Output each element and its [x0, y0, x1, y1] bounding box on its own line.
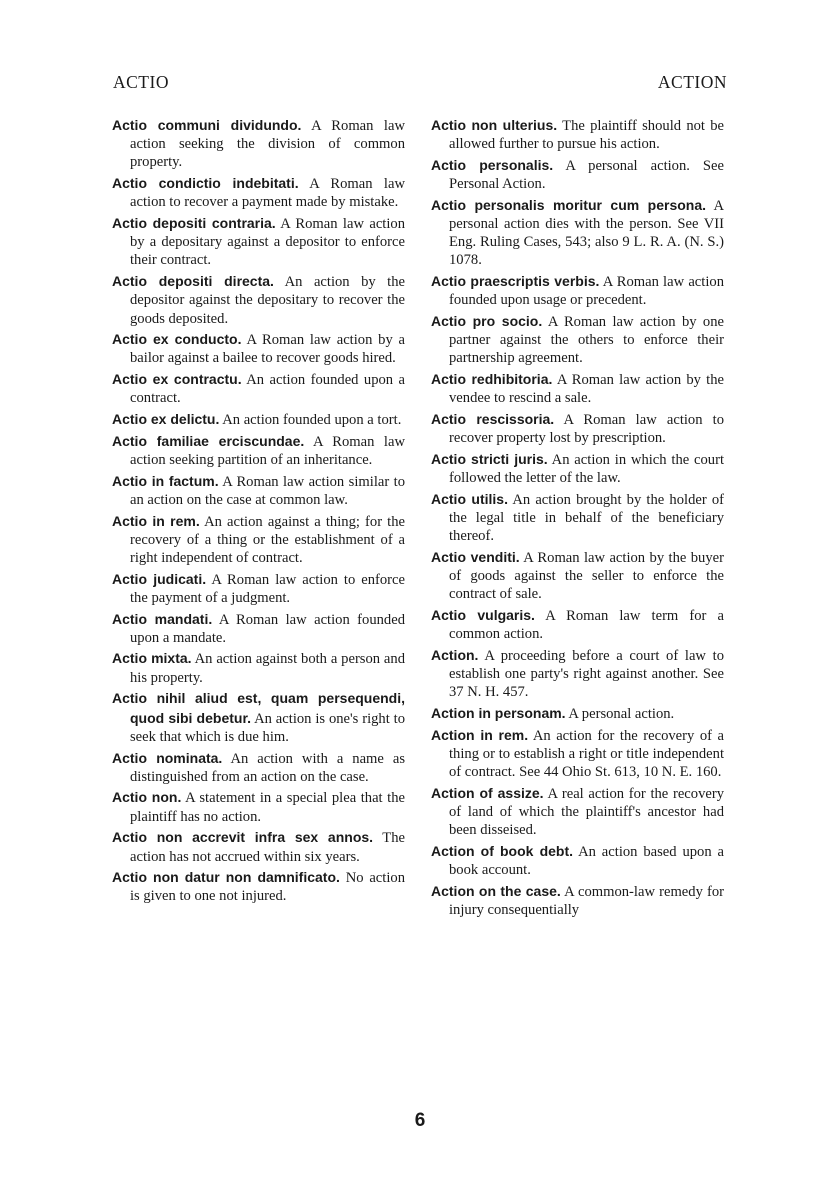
entry-definition: The plaintiff should not be allowed further to pursue his action.: [449, 118, 725, 153]
entry-definition: A Roman law action to enforce the payment of a judgment.: [130, 571, 405, 606]
dictionary-entry: [112, 174, 405, 211]
entry-term: Actio vulgaris.: [431, 607, 535, 624]
dictionary-entry: [431, 606, 724, 643]
dictionary-entry: [112, 570, 405, 607]
dictionary-entry: [112, 370, 405, 407]
entry-definition: An action founded upon a contract.: [130, 372, 406, 407]
entry-definition: A Roman law action seeking partition of an inheritance.: [130, 433, 405, 468]
entry-definition: A Roman law action similar to an action on the case at common law.: [130, 473, 406, 508]
entry-term: Actio non ulterius.: [431, 117, 558, 133]
entry-definition: A Roman law action founded upon a mandate.: [130, 611, 405, 646]
dictionary-entry: [112, 649, 405, 686]
entry-term: Actio venditi.: [431, 548, 520, 565]
dictionary-entry: [431, 842, 724, 879]
entry-definition: An action based upon a book account.: [449, 844, 724, 879]
entry-definition: A Roman law action by one partner against the others to enforce their partnership agreement.: [449, 314, 724, 367]
dictionary-entry: [431, 410, 724, 447]
entry-definition: A Roman law action by the buyer of goods against the seller to enforce the contract of sale.: [449, 549, 724, 603]
entry-term: Actio non accrevit infra sex annos.: [112, 829, 374, 846]
dictionary-entry: [112, 749, 405, 786]
entry-term: Actio in rem.: [112, 512, 200, 529]
dictionary-entry: [431, 312, 724, 368]
entry-definition: A Roman law action by a bailor against a bailee to recover goods hired.: [130, 332, 406, 367]
entry-term: Actio nominata.: [112, 749, 223, 766]
entry-definition: An action against a thing; for the recovery of a thing or the establishment of a right independent of contract.: [130, 513, 406, 566]
entry-term: Actio in factum.: [112, 472, 219, 489]
dictionary-entry: [112, 868, 405, 905]
entry-definition: An action brought by the holder of the legal title in behalf of the beneficiary thereof.: [449, 491, 725, 545]
entry-definition: A common-law remedy for injury consequentially: [449, 883, 725, 919]
dictionary-entry: [112, 330, 405, 367]
entry-term: Action in rem.: [431, 726, 529, 743]
dictionary-entry: [431, 882, 724, 919]
dictionary-entry: [112, 689, 405, 746]
entry-definition: A statement in a special plea that the plaintiff has no action.: [130, 790, 405, 825]
entry-term: Actio ex delictu.: [112, 411, 220, 428]
dictionary-entry: [112, 610, 405, 647]
entry-definition: A personal action. See Personal Action.: [449, 157, 725, 193]
dictionary-entry: [431, 196, 724, 270]
running-header: [113, 72, 727, 94]
entry-definition: A personal action dies with the person. See VII Eng. Ruling Cases, 543; also 9 L. R. A. (N. S.) 1078.: [449, 197, 724, 269]
entry-term: Actio rescissoria.: [431, 411, 555, 428]
dictionary-entry: [431, 156, 724, 193]
entry-definition: A Roman law action by a depositary against a depositor to enforce their contract.: [130, 216, 406, 269]
entry-definition: A Roman law action founded upon usage or precedent.: [449, 274, 724, 309]
entry-term: Actio praescriptis verbis.: [431, 273, 600, 290]
dictionary-entry: [431, 726, 724, 782]
dictionary-entry: [431, 548, 724, 604]
entry-term: Action.: [431, 646, 479, 663]
entry-term: Actio familiae erciscundae.: [112, 432, 305, 449]
running-header-right: ACTION: [657, 72, 727, 92]
dictionary-entry: [112, 116, 405, 172]
entry-definition: An action is one's right to seek that which is due him.: [130, 710, 406, 745]
entry-term: Actio non.: [112, 789, 182, 806]
entry-term: Action of book debt.: [431, 843, 574, 860]
dictionary-entry: [112, 272, 405, 328]
left-column: [112, 116, 405, 908]
entry-term: Actio stricti juris.: [431, 450, 548, 467]
entry-term: Actio personalis moritur cum persona.: [431, 196, 707, 213]
entry-definition: An action founded upon a tort.: [222, 412, 402, 429]
dictionary-entry: [112, 512, 405, 568]
entry-term: Actio mixta.: [112, 650, 192, 667]
dictionary-entry: [112, 432, 405, 469]
entry-definition: A personal action.: [568, 706, 675, 723]
entry-term: Action on the case.: [431, 882, 561, 899]
dictionary-entry: [431, 646, 724, 702]
entry-definition: A Roman law action by the vendee to rescind a sale.: [449, 372, 724, 407]
entry-definition: An action by the depositor against the depositary to recover the goods deposited.: [130, 274, 406, 327]
entry-term: Actio nihil aliud est, quam persequendi, quod sibi debetur.: [112, 690, 405, 726]
entry-definition: A Roman law term for a common action.: [449, 608, 725, 643]
entry-term: Actio redhibitoria.: [431, 371, 553, 388]
entry-term: Actio communi dividundo.: [112, 117, 302, 133]
dictionary-entry: [431, 370, 724, 407]
dictionary-entry: [431, 784, 724, 840]
dictionary-entry: [431, 272, 724, 309]
entry-definition: An action for the recovery of a thing or to establish a right or title independent of contract. See 44 Ohio St. 613, 10 N. E. 160.: [449, 727, 724, 781]
entry-term: Actio condictio indebitati.: [112, 175, 299, 192]
entry-term: Actio utilis.: [431, 490, 508, 507]
entry-term: Actio ex contractu.: [112, 371, 242, 388]
entry-definition: A proceeding before a court of law to establish one party's right against another. See 37 N. H. 457.: [449, 647, 725, 701]
entry-definition: A Roman law action seeking the division of common property.: [130, 118, 405, 171]
entry-definition: The action has not accrued within six years.: [130, 830, 405, 865]
entry-term: Action in personam.: [431, 705, 566, 722]
entry-definition: An action against both a person and his property.: [130, 651, 406, 686]
dictionary-entry: [431, 450, 724, 487]
entry-term: Actio depositi contraria.: [112, 215, 276, 232]
page-number: 6: [414, 1110, 426, 1131]
entry-definition: A Roman law action to recover property lost by prescription.: [449, 412, 724, 447]
entry-term: Actio pro socio.: [431, 313, 543, 330]
entry-definition: A real action for the recovery of land of which the plaintiff's ancestor had been disseised.: [449, 785, 725, 839]
dictionary-entry: [112, 828, 405, 865]
dictionary-entry: [112, 410, 405, 429]
entry-term: Actio personalis.: [431, 156, 554, 173]
right-column: [431, 116, 724, 922]
entry-term: Actio depositi directa.: [112, 273, 274, 290]
dictionary-entry: [431, 704, 724, 723]
running-header-left: ACTIO: [113, 72, 169, 92]
dictionary-entry: [112, 788, 405, 825]
dictionary-entry: [112, 214, 405, 270]
dictionary-entry: [112, 472, 405, 509]
entry-term: Action of assize.: [431, 784, 544, 801]
entry-definition: A Roman law action to recover a payment made by mistake.: [130, 176, 405, 211]
entry-definition: No action is given to one not injured.: [130, 870, 405, 905]
dictionary-entry: [431, 490, 724, 546]
entry-term: Actio mandati.: [112, 610, 213, 627]
entry-term: Actio ex conducto.: [112, 331, 242, 348]
entry-term: Actio judicati.: [112, 570, 207, 587]
dictionary-entry: [431, 116, 724, 153]
entry-definition: An action with a name as distinguished from an action on the case.: [130, 750, 406, 785]
entry-definition: An action in which the court followed the letter of the law.: [449, 451, 725, 487]
entry-term: Actio non datur non damnificato.: [112, 869, 340, 886]
